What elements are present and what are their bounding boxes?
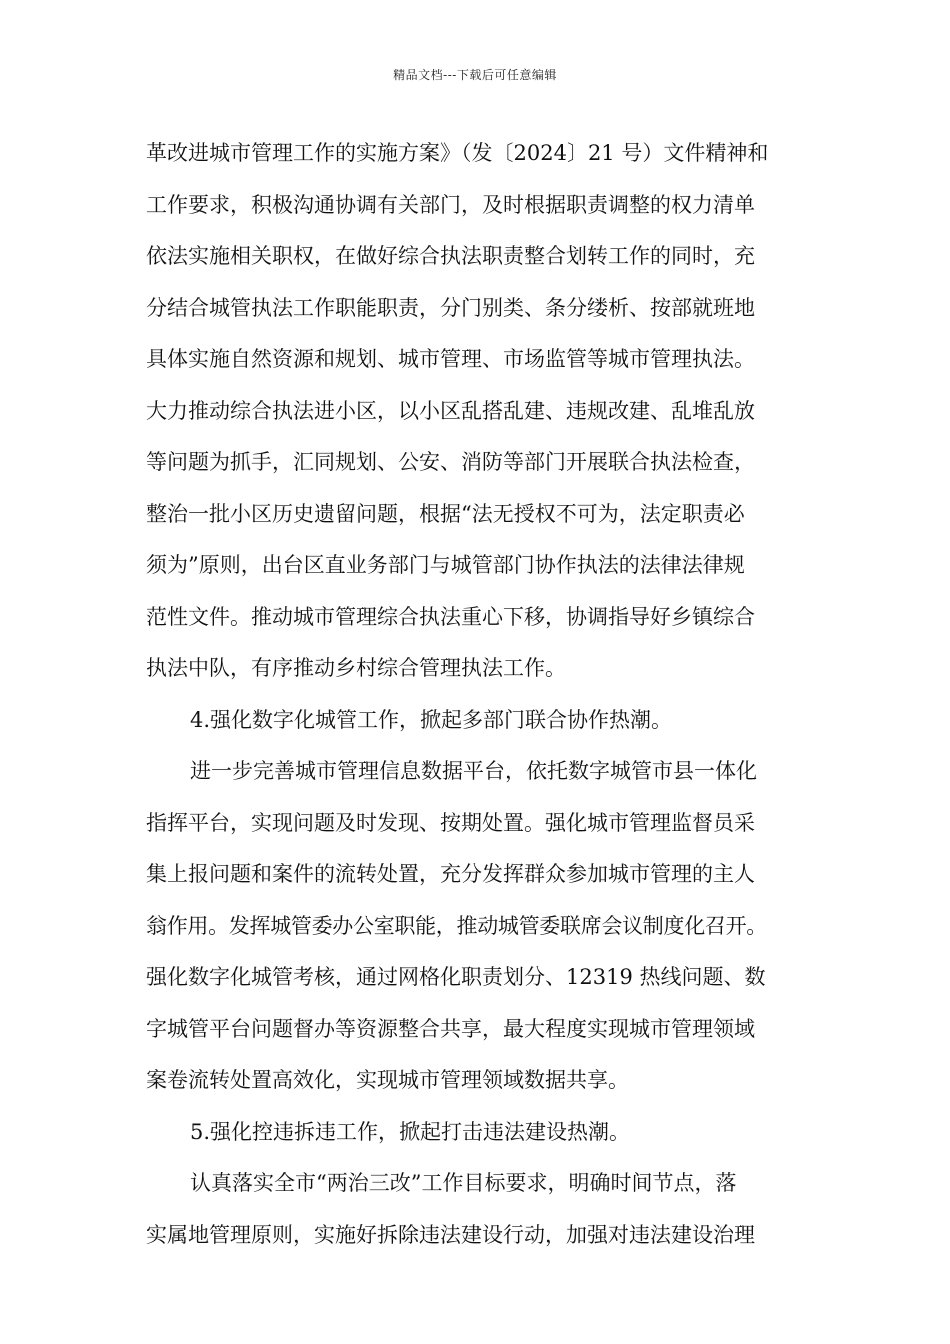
- text-line: 执法中队，有序推动乡村综合管理执法工作。: [146, 656, 566, 680]
- text-line: 翁作用。发挥城管委办公室职能，推动城管委联席会议制度化召开。: [146, 913, 767, 938]
- text-line: 分结合城管执法工作职能职责，分门别类、条分缕析、按部就班地: [146, 295, 755, 320]
- text-line: 案卷流转处置高效化，实现城市管理领域数据共享。: [146, 1068, 629, 1092]
- text-line: 指挥平台，实现问题及时发现、按期处置。强化城市管理监督员采: [146, 810, 755, 835]
- document-body: [146, 128, 810, 1261]
- text-line: 进一步完善城市管理信息数据平台，依托数字城管市县一体化: [190, 759, 757, 783]
- text-line: 实属地管理原则，实施好拆除违法建设行动，加强对违法建设治理: [146, 1222, 755, 1247]
- section-heading: 4.强化数字化城管工作，掀起多部门联合协作热潮。: [190, 707, 673, 732]
- text-line: 强化数字化城管考核，通过网格化职责划分、12319 热线问题、数: [146, 965, 766, 989]
- text-line: 集上报问题和案件的流转处置，充分发挥群众参加城市管理的主人: [146, 862, 755, 886]
- text-line: 大力推动综合执法进小区，以小区乱搭乱建、违规改建、乱堆乱放: [146, 398, 755, 423]
- text-line: 依法实施相关职权，在做好综合执法职责整合划转工作的同时，充: [146, 244, 755, 268]
- text-line: 整治一批小区历史遗留问题，根据“法无授权不可为，法定职责必: [146, 501, 745, 526]
- text-line: 工作要求，积极沟通协调有关部门，及时根据职责调整的权力清单: [146, 192, 755, 217]
- text-line: 范性文件。推动城市管理综合执法重心下移，协调指导好乡镇综合: [146, 604, 755, 629]
- page-header: 精品文档---下载后可任意编辑: [393, 68, 557, 82]
- text-line: 须为”原则，出台区直业务部门与城管部门协作执法的法律法律规: [146, 553, 745, 577]
- text-line: 认真落实全市“两治三改”工作目标要求，明确时间节点，落: [190, 1171, 737, 1195]
- text-line: 字城管平台问题督办等资源整合共享，最大程度实现城市管理领域: [146, 1016, 755, 1041]
- section-heading: 5.强化控违拆违工作，掀起打击违法建设热潮。: [190, 1119, 631, 1144]
- text-line: 等问题为抓手，汇同规划、公安、消防等部门开展联合执法检查，: [146, 450, 755, 474]
- text-line: 革改进城市管理工作的实施方案》（发〔2024〕21 号）文件精神和: [146, 141, 769, 165]
- text-line: 具体实施自然资源和规划、城市管理、市场监管等城市管理执法。: [146, 347, 755, 371]
